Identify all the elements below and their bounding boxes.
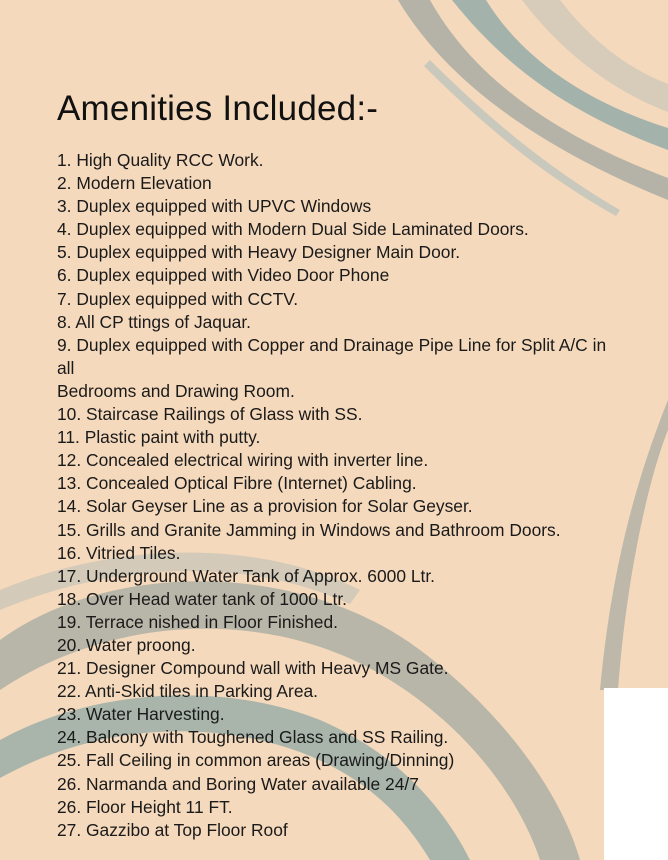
list-item: 26. Narmanda and Boring Water available 24/7 <box>57 773 419 794</box>
list-item: all <box>57 357 75 378</box>
list-item: Bedrooms and Drawing Room. <box>57 380 295 401</box>
list-item: 4. Duplex equipped with Modern Dual Side Laminated Doors. <box>57 219 529 240</box>
page-title: Amenities Included:- <box>57 89 379 128</box>
list-item: 9. Duplex equipped with Copper and Drainage Pipe Line for Split A/C in <box>57 334 607 355</box>
list-item: 27. Gazzibo at Top Floor Roof <box>57 819 288 840</box>
list-item: 10. Staircase Railings of Glass with SS. <box>57 404 363 425</box>
list-item: 2. Modern Elevation <box>57 173 212 194</box>
list-item: 20. Water proong. <box>57 634 196 655</box>
list-item: 6. Duplex equipped with Video Door Phone <box>57 265 390 286</box>
list-item: 14. Solar Geyser Line as a provision for Solar Geyser. <box>57 496 473 517</box>
list-item: 15. Grills and Granite Jamming in Windows and Bathroom Doors. <box>57 519 561 540</box>
list-item: 22. Anti-Skid tiles in Parking Area. <box>57 681 318 702</box>
list-item: 17. Underground Water Tank of Approx. 6000 Ltr. <box>57 565 435 586</box>
list-item: 13. Concealed Optical Fibre (Internet) Cabling. <box>57 473 417 494</box>
list-item: 7. Duplex equipped with CCTV. <box>57 288 299 309</box>
amenities-list <box>57 149 665 842</box>
list-item: 8. All CP ttings of Jaquar. <box>57 311 251 332</box>
list-item: 23. Water Harvesting. <box>57 704 225 725</box>
list-item: 11. Plastic paint with putty. <box>57 427 261 448</box>
list-item: 1. High Quality RCC Work. <box>57 150 264 170</box>
list-item: 21. Designer Compound wall with Heavy MS Gate. <box>57 658 449 679</box>
list-item: 19. Terrace nished in Floor Finished. <box>57 611 338 632</box>
list-item: 18. Over Head water tank of 1000 Ltr. <box>57 588 348 609</box>
list-item: 24. Balcony with Toughened Glass and SS Railing. <box>57 727 449 748</box>
list-item: 3. Duplex equipped with UPVC Windows <box>57 196 372 217</box>
list-item: 26. Floor Height 11 FT. <box>57 796 233 817</box>
list-item: 25. Fall Ceiling in common areas (Drawing/Dinning) <box>57 750 455 771</box>
list-item: 16. Vitried Tiles. <box>57 542 181 563</box>
list-item: 5. Duplex equipped with Heavy Designer Main Door. <box>57 242 461 263</box>
list-item: 12. Concealed electrical wiring with inverter line. <box>57 450 429 471</box>
amenities-section <box>57 88 665 842</box>
